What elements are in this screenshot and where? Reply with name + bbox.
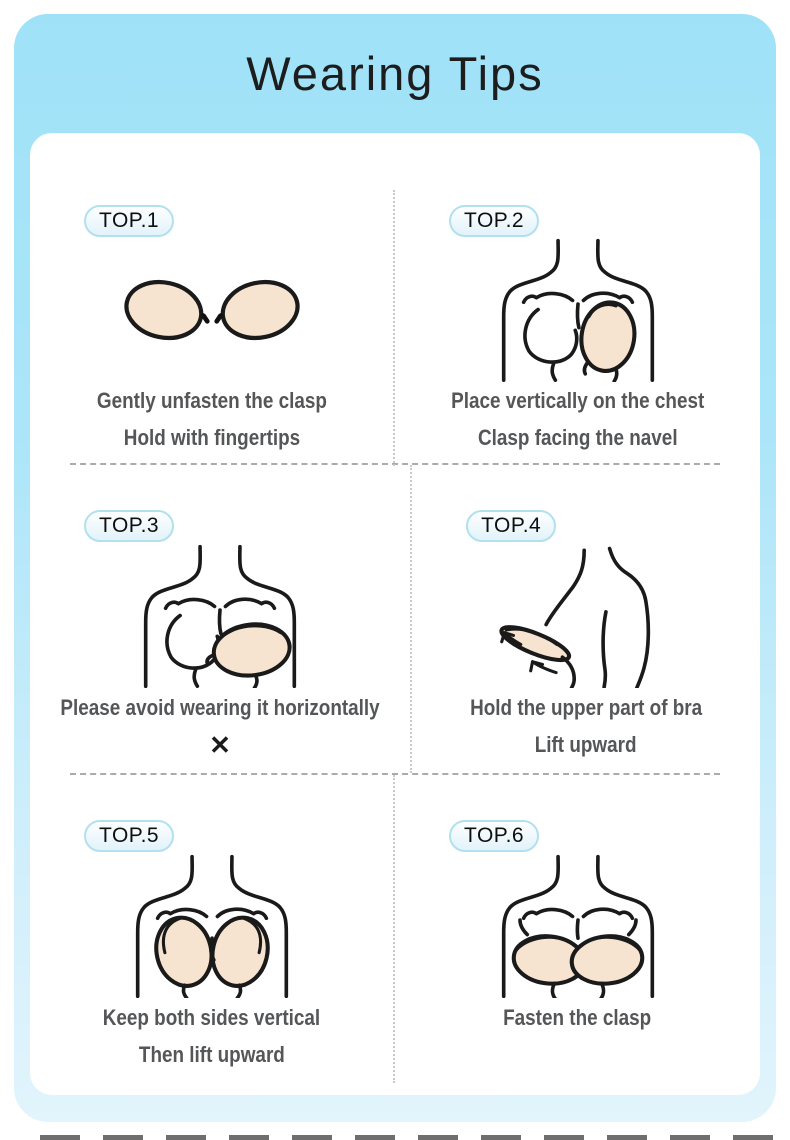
tip-top-6 <box>395 775 760 1083</box>
cross-mark-icon: ✕ <box>209 730 231 760</box>
bottom-edge-artifact <box>40 1135 780 1140</box>
caption-line: Fasten the clasp <box>503 1005 652 1030</box>
bra-cups-icon <box>117 276 307 344</box>
side-torso-lift-arrows-illustration <box>412 542 760 689</box>
torso-cups-fastened-icon <box>478 853 678 998</box>
tip-top-1 <box>30 190 395 466</box>
torso-both-cups-vertical-illustration <box>30 852 393 999</box>
tip-top-4 <box>412 465 760 773</box>
caption-line: Gently unfasten the clasp <box>96 388 327 413</box>
caption-line: Then lift upward <box>138 1042 285 1067</box>
caption-top-3 <box>30 689 410 767</box>
side-torso-lift-icon <box>486 543 686 688</box>
badge-top-5: TOP.5 <box>84 820 174 852</box>
page-title: Wearing Tips <box>246 47 544 100</box>
torso-both-cups-fastened-illustration <box>395 852 760 999</box>
torso-cup-vertical-right-illustration <box>395 237 760 382</box>
caption-line: Please avoid wearing it horizontally <box>60 695 380 720</box>
caption-line: Clasp facing the navel <box>477 425 678 450</box>
torso-cup-horizontal-icon <box>120 543 320 688</box>
header <box>14 14 776 133</box>
badge-top-2: TOP.2 <box>449 205 539 237</box>
wearing-tips-panel <box>14 14 776 1122</box>
tips-card <box>30 133 760 1095</box>
caption-line: Hold the upper part of bra <box>470 695 703 720</box>
caption-top-1 <box>75 382 349 460</box>
tip-top-2 <box>395 190 760 466</box>
caption-line: Hold with fingertips <box>123 425 300 450</box>
caption-top-4 <box>448 689 724 767</box>
tips-row-1 <box>30 190 760 463</box>
two-bra-cups-unfastened-illustration <box>30 237 393 382</box>
tip-top-3 <box>30 465 412 773</box>
caption-top-6 <box>489 999 665 1077</box>
caption-top-2 <box>427 382 728 460</box>
torso-cup-vertical-icon <box>478 237 678 382</box>
badge-top-1: TOP.1 <box>84 205 174 237</box>
badge-top-4: TOP.4 <box>466 510 556 542</box>
tips-row-3 <box>30 775 760 1083</box>
caption-line: Lift upward <box>535 732 637 757</box>
torso-cups-vertical-icon <box>112 853 312 998</box>
badge-top-3: TOP.3 <box>84 510 174 542</box>
badge-top-6: TOP.6 <box>449 820 539 852</box>
caption-top-5 <box>82 999 341 1077</box>
torso-cup-horizontal-right-illustration <box>30 542 410 689</box>
caption-line: Keep both sides vertical <box>102 1005 321 1030</box>
caption-line: Place vertically on the chest <box>450 388 705 413</box>
tips-row-2 <box>30 465 760 773</box>
tip-top-5 <box>30 775 395 1083</box>
